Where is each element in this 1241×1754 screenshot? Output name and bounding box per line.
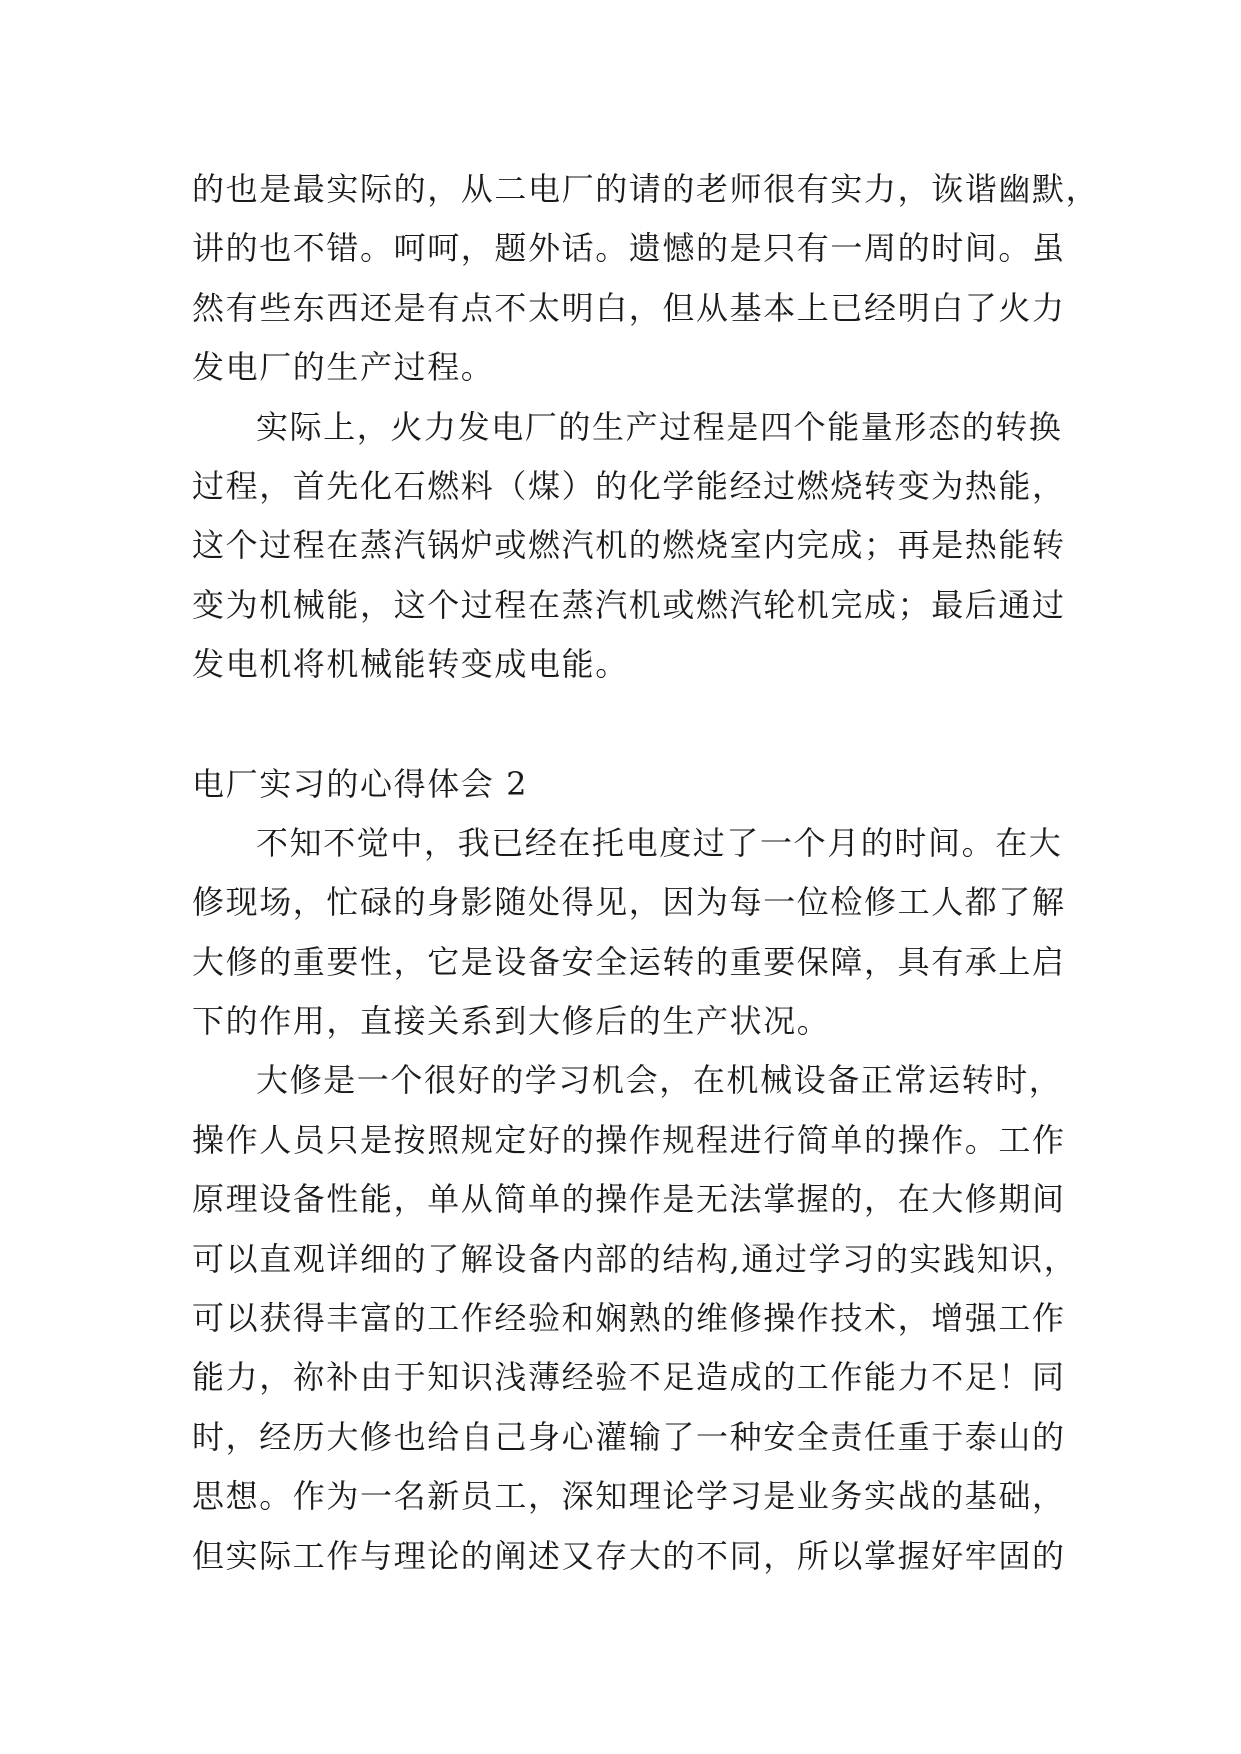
text-line: 原理设备性能，单从简单的操作是无法掌握的，在大修期间	[192, 1180, 1066, 1219]
text-line: 发电机将机械能转变成电能。	[192, 645, 629, 684]
text-line: 大修是一个很好的学习机会，在机械设备正常运转时，	[256, 1061, 1063, 1100]
text-line: 下的作用，直接关系到大修后的生产状况。	[192, 1002, 831, 1041]
text-line: 可以直观详细的了解设备内部的结构,通过学习的实践知识，	[192, 1239, 1078, 1278]
paragraph-3	[192, 814, 1066, 1052]
text-line: 然有些东西还是有点不太明白，但从基本上已经明白了火力	[192, 288, 1066, 327]
text-line: 不知不觉中，我已经在托电度过了一个月的时间。在大	[256, 823, 1063, 862]
text-line: 讲的也不错。呵呵，题外话。遗憾的是只有一周的时间。虽	[192, 229, 1066, 268]
text-line: 时，经历大修也给自己身心灌输了一种安全责任重于泰山的	[192, 1417, 1066, 1456]
text-line: 大修的重要性，它是设备安全运转的重要保障，具有承上启	[192, 942, 1066, 981]
text-line: 实际上，火力发电厂的生产过程是四个能量形态的转换	[256, 407, 1063, 446]
text-line: 变为机械能，这个过程在蒸汽机或燃汽轮机完成；最后通过	[192, 585, 1066, 624]
text-line: 能力，祢补由于知识浅薄经验不足造成的工作能力不足！同	[192, 1358, 1066, 1397]
text-line: 发电厂的生产过程。	[192, 348, 495, 387]
paragraph-1	[192, 160, 1100, 398]
section-spacer	[192, 695, 1054, 755]
document-body	[192, 160, 1100, 1586]
text-line: 操作人员只是按照规定好的操作规程进行简单的操作。工作	[192, 1120, 1066, 1159]
text-line: 修现场，忙碌的身影随处得见，因为每一位检修工人都了解	[192, 883, 1066, 922]
section-heading: 电厂实习的心得体会 2	[192, 764, 529, 803]
paragraph-2	[192, 398, 1066, 695]
text-line: 可以获得丰富的工作经验和娴熟的维修操作技术，增强工作	[192, 1299, 1066, 1338]
text-line: 这个过程在蒸汽锅炉或燃汽机的燃烧室内完成；再是热能转	[192, 526, 1066, 565]
text-line: 的也是最实际的，从二电厂的请的老师很有实力，诙谐幽默，	[192, 170, 1100, 208]
paragraph-4	[192, 1051, 1078, 1586]
text-line: 思想。作为一名新员工，深知理论学习是业务实战的基础，	[192, 1477, 1066, 1516]
text-line: 过程，首先化石燃料（煤）的化学能经过燃烧转变为热能，	[192, 466, 1066, 505]
text-line: 但实际工作与理论的阐述又存大的不同，所以掌握好牢固的	[192, 1536, 1066, 1575]
